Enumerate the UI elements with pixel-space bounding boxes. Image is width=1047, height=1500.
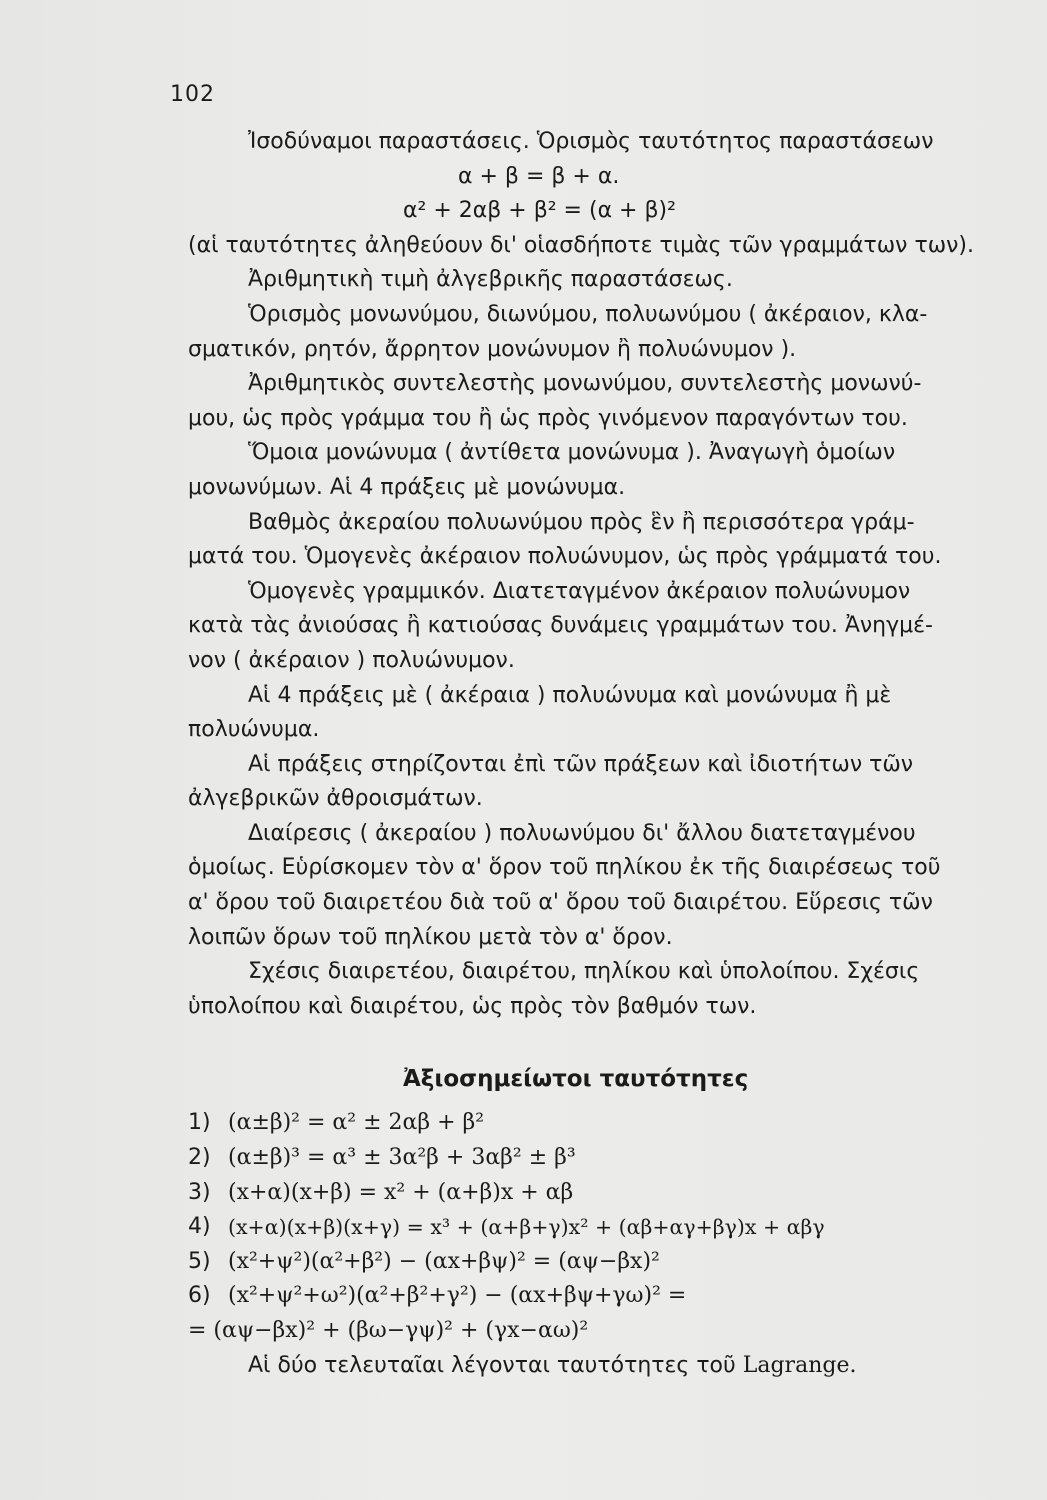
formula-number: 1) [188, 1110, 211, 1136]
section-heading: Ἀξιοσημείωτοι ταυτότητες [403, 1066, 749, 1093]
text-line: λοιπῶν ὅρων τοῦ πηλίκου μετὰ τὸν α' ὅρον. [188, 924, 673, 950]
closing-line [188, 1349, 1018, 1384]
formula-row [188, 1106, 1018, 1141]
text-line: Αἱ 4 πράξεις μὲ ( ἀκέραια ) πολυώνυμα καὶ μονώνυμα ἢ μὲ [248, 682, 892, 708]
text-line: μου, ὡς πρὸς γράμμα του ἢ ὡς πρὸς γινόμενον παραγόντων του. [188, 405, 908, 431]
text-line: Ἀριθμητικὴ τιμὴ ἀλγεβρικῆς παραστάσεως. [248, 267, 733, 293]
page-body [188, 125, 1018, 1383]
formula-row [188, 1245, 1018, 1280]
text-line: πολυώνυμα. [188, 717, 320, 743]
text-line: μονωνύμων. Αἱ 4 πράξεις μὲ μονώνυμα. [188, 474, 626, 500]
formula-continuation-row [188, 1314, 1018, 1349]
formula-row [188, 1141, 1018, 1176]
text-line: (αἱ ταυτότητες ἀληθεύουν δι' οἱασδήποτε τιμὰς τῶν γραμμάτων των). [188, 232, 974, 258]
identity-example-2: α² + 2αβ + β² = (α + β)² [403, 198, 676, 224]
lagrange-name: Lagrange. [742, 1352, 857, 1378]
formula-number: 4) [188, 1214, 211, 1240]
text-line: ὁμοίως. Εὑρίσκομεν τὸν α' ὅρον τοῦ πηλίκου ἐκ τῆς διαιρέσεως τοῦ [188, 855, 941, 881]
text-line: Βαθμὸς ἀκεραίου πολυωνύμου πρὸς ἓν ἢ περισσότερα γράμ- [248, 509, 915, 535]
formula-text: (α±β)³ = α³ ± 3α²β + 3αβ² ± β³ [228, 1145, 576, 1171]
formula-continuation: = (αψ−βx)² + (βω−γψ)² + (γx−αω)² [188, 1318, 589, 1343]
formula-number: 6) [188, 1283, 211, 1309]
text-line: σματικόν, ρητόν, ἄρρητον μονώνυμον ἢ πολυώνυμον ). [188, 336, 797, 362]
formula-text: (x²+ψ²+ω²)(α²+β²+γ²) − (αx+βψ+γω)² = [228, 1283, 687, 1309]
formula-text: (x²+ψ²)(α²+β²) − (αx+βψ)² = (αψ−βx)² [228, 1248, 660, 1274]
formula-row [188, 1176, 1018, 1211]
text-line: Διαίρεσις ( ἀκεραίου ) πολυωνύμου δι' ἄλλου διατεταγμένου [248, 820, 916, 846]
text-line: Ὁμογενὲς γραμμικόν. Διατεταγμένον ἀκέραιον πολυώνυμον [248, 578, 911, 604]
text-line: Ἰσοδύναμοι παραστάσεις. Ὁρισμὸς ταυτότητος παραστάσεων [248, 129, 934, 154]
page-number: 102 [170, 82, 215, 107]
text-line: Ὅμοια μονώνυμα ( ἀντίθετα μονώνυμα ). Ἀναγωγὴ ὁμοίων [248, 440, 896, 466]
text-line: Αἱ πράξεις στηρίζονται ἐπὶ τῶν πράξεων καὶ ἰδιοτήτων τῶν [248, 751, 914, 777]
formula-list [188, 1106, 1018, 1348]
text-line: κατὰ τὰς ἀνιούσας ἢ κατιούσας δυνάμεις γραμμάτων του. Ἀνηγμέ- [188, 613, 933, 639]
text-line: Ὁρισμὸς μονωνύμου, διωνύμου, πολυωνύμου ( ἀκέραιον, κλα- [248, 301, 928, 327]
text-line: Ἀριθμητικὸς συντελεστὴς μονωνύμου, συντελεστὴς μονωνύ- [248, 371, 922, 397]
formula-number: 2) [188, 1145, 211, 1171]
text-line: ὑπολοίπου καὶ διαιρέτου, ὡς πρὸς τὸν βαθμόν των. [188, 993, 757, 1019]
formula-row [188, 1210, 1018, 1245]
formula-row [188, 1279, 1018, 1314]
text-line: α' ὅρου τοῦ διαιρετέου διὰ τοῦ α' ὅρου τοῦ διαιρέτου. Εὕρεσις τῶν [188, 890, 933, 916]
formula-text: (α±β)² = α² ± 2αβ + β² [228, 1110, 485, 1136]
text-line: νον ( ἀκέραιον ) πολυώνυμον. [188, 647, 515, 673]
formula-number: 5) [188, 1248, 211, 1274]
text-line: ἀλγεβρικῶν ἀθροισμάτων. [188, 786, 483, 812]
identity-example-1: α + β = β + α. [458, 163, 620, 189]
closing-text: Αἱ δύο τελευταῖαι λέγονται ταυτότητες τοῦ [248, 1352, 736, 1378]
formula-text: (x+α)(x+β) = x² + (α+β)x + αβ [228, 1179, 574, 1205]
text-line: ματά του. Ὁμογενὲς ἀκέραιον πολυώνυμον, ὡς πρὸς γράμματά του. [188, 544, 942, 570]
formula-number: 3) [188, 1179, 211, 1205]
formula-text: (x+α)(x+β)(x+γ) = x³ + (α+β+γ)x² + (αβ+αγ+βγ)x + αβγ [228, 1215, 825, 1240]
text-line: Σχέσις διαιρετέου, διαιρέτου, πηλίκου καὶ ὑπολοίπου. Σχέσις [248, 959, 920, 985]
